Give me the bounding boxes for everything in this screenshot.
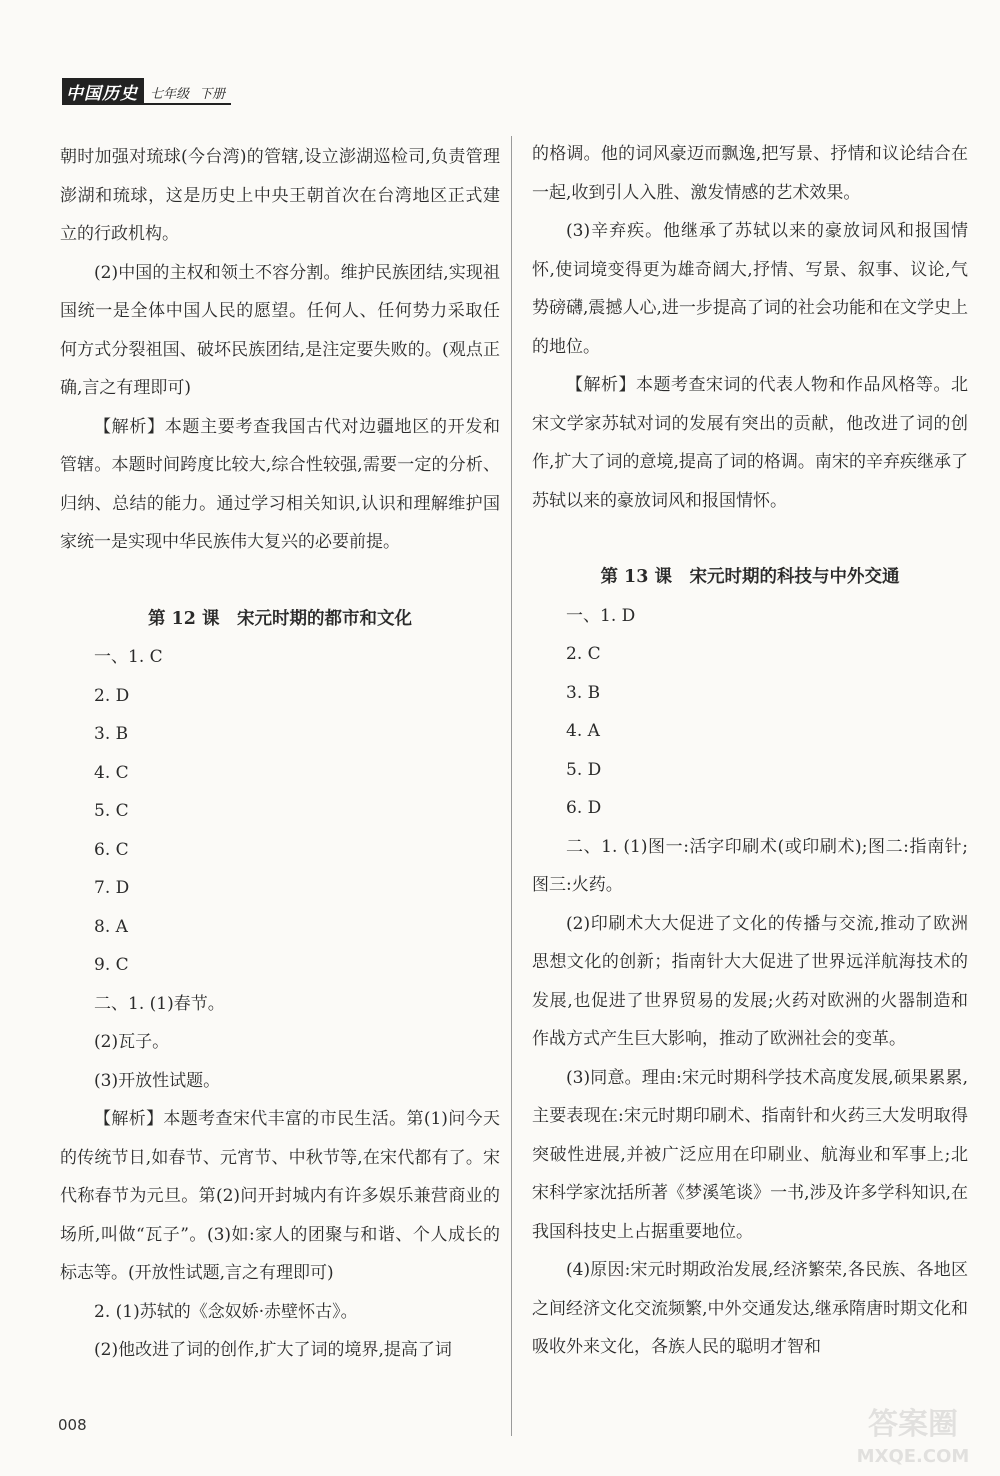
page-number: 008 [58, 1416, 87, 1434]
column-divider [511, 136, 512, 1436]
answer-line: (2)瓦子。 [94, 1032, 170, 1052]
book-title: 中国历史 [62, 78, 144, 105]
answer-line: 7. D [94, 878, 130, 898]
right-column [532, 135, 968, 1367]
answer-line: 5. C [94, 801, 129, 821]
paragraph: (2)中国的主权和领土不容分割。维护民族团结,实现祖国统一是全体中国人民的愿望。任何人、任何势力采取任何方式分裂祖国、破坏民族团结,是注定要失败的。(观点正确,言之有理即可) [60, 262, 500, 398]
answer-line: 一、1. C [94, 647, 163, 667]
grade-label: 七年级 [150, 87, 190, 102]
answer-line: 6. D [566, 798, 602, 818]
answer-line: 二、1. (1)春节。 [94, 993, 225, 1014]
answer-line: 3. B [566, 682, 601, 703]
paragraph: 【解析】本题主要考查我国古代对边疆地区的开发和管辖。本题时间跨度比较大,综合性较强,需要一定的分析、归纳、总结的能力。通过学习相关知识,认识和理解维护国家统一是实现中华民族伟大复兴的必要前提。 [60, 416, 500, 552]
answer-line: 一、1. D [566, 605, 636, 626]
answer-line: 6. C [94, 839, 129, 860]
paragraph: 2. (1)苏轼的《念奴娇·赤壁怀古》。 [94, 1301, 358, 1322]
left-column [60, 138, 500, 1370]
lesson-title: 第 13 课 宋元时期的科技与中外交通 [600, 567, 900, 587]
answer-line: 5. D [566, 759, 602, 780]
grade-volume [144, 83, 231, 105]
answer-line: 4. A [566, 721, 600, 741]
paragraph: 【解析】本题考查宋代丰富的市民生活。第(1)问今天的传统节日,如春节、元宵节、中秋节等,在宋代都有了。宋代称春节为元旦。第(2)问开封城内有许多娱乐兼营商业的场所,叫做“瓦子”。(3)如:家人的团聚与和谐、个人成长的标志等。(开放性试题,言之有理即可) [60, 1109, 500, 1283]
watermark-text-2: MXQE.COM [856, 1446, 970, 1467]
section-gap [60, 562, 500, 600]
paragraph: 朝时加强对琉球(今台湾)的管辖,设立澎湖巡检司,负责管理澎湖和琉球，这是历史上中央王朝首次在台湾地区正式建立的行政机构。 [60, 147, 500, 244]
paragraph: (2)印刷术大大促进了文化的传播与交流,推动了欧洲思想文化的创新；指南针大大促进了世界远洋航海技术的发展,也促进了世界贸易的发展;火药对欧洲的火器制造和作战方式产生巨大影响，推动了欧洲社会的变革。 [532, 913, 968, 1049]
answer-line: 3. B [94, 724, 129, 744]
answer-line: 2. C [566, 644, 601, 664]
watermark-logo [838, 1400, 988, 1470]
answer-line: 9. C [94, 955, 129, 975]
running-header [62, 78, 231, 105]
watermark-text-1: 答案圈 [868, 1407, 958, 1442]
answer-line: (3)开放性试题。 [94, 1070, 221, 1091]
paragraph: 二、1. (1)图一:活字印刷术(或印刷术);图二:指南针;图三:火药。 [532, 836, 968, 895]
answer-line: 2. D [94, 685, 130, 706]
section-gap [532, 520, 968, 558]
paragraph: (2)他改进了词的创作,扩大了词的境界,提高了词 [94, 1340, 452, 1360]
answer-line: 4. C [94, 762, 129, 783]
answer-line: 8. A [94, 916, 128, 937]
volume-label: 下册 [199, 87, 226, 102]
paragraph: 的格调。他的词风豪迈而飘逸,把写景、抒情和议论结合在一起,收到引人入胜、激发情感的艺术效果。 [532, 144, 968, 203]
paragraph: (3)辛弃疾。他继承了苏轼以来的豪放词风和报国情怀,使词境变得更为雄奇阔大,抒情、写景、叙事、议论,气势磅礴,震撼人心,进一步提高了词的社会功能和在文学史上的地位。 [532, 221, 968, 357]
paragraph: 【解析】本题考查宋词的代表人物和作品风格等。北宋文学家苏轼对词的发展有突出的贡献，他改进了词的创作,扩大了词的意境,提高了词的格调。南宋的辛弃疾继承了苏轼以来的豪放词风和报国情怀。 [532, 375, 968, 511]
lesson-title: 第 12 课 宋元时期的都市和文化 [147, 608, 413, 629]
paragraph: (3)同意。理由:宋元时期科学技术高度发展,硕果累累,主要表现在:宋元时期印刷术、指南针和火药三大发明取得突破性进展,并被广泛应用在印刷业、航海业和军事上;北宋科学家沈括所著《梦溪笔谈》一书,涉及许多学科知识,在我国科技史上占据重要地位。 [532, 1067, 968, 1242]
paragraph: (4)原因:宋元时期政治发展,经济繁荣,各民族、各地区之间经济文化交流频繁,中外交通发达,继承隋唐时期文化和吸收外来文化，各族人民的聪明才智和 [532, 1260, 968, 1357]
